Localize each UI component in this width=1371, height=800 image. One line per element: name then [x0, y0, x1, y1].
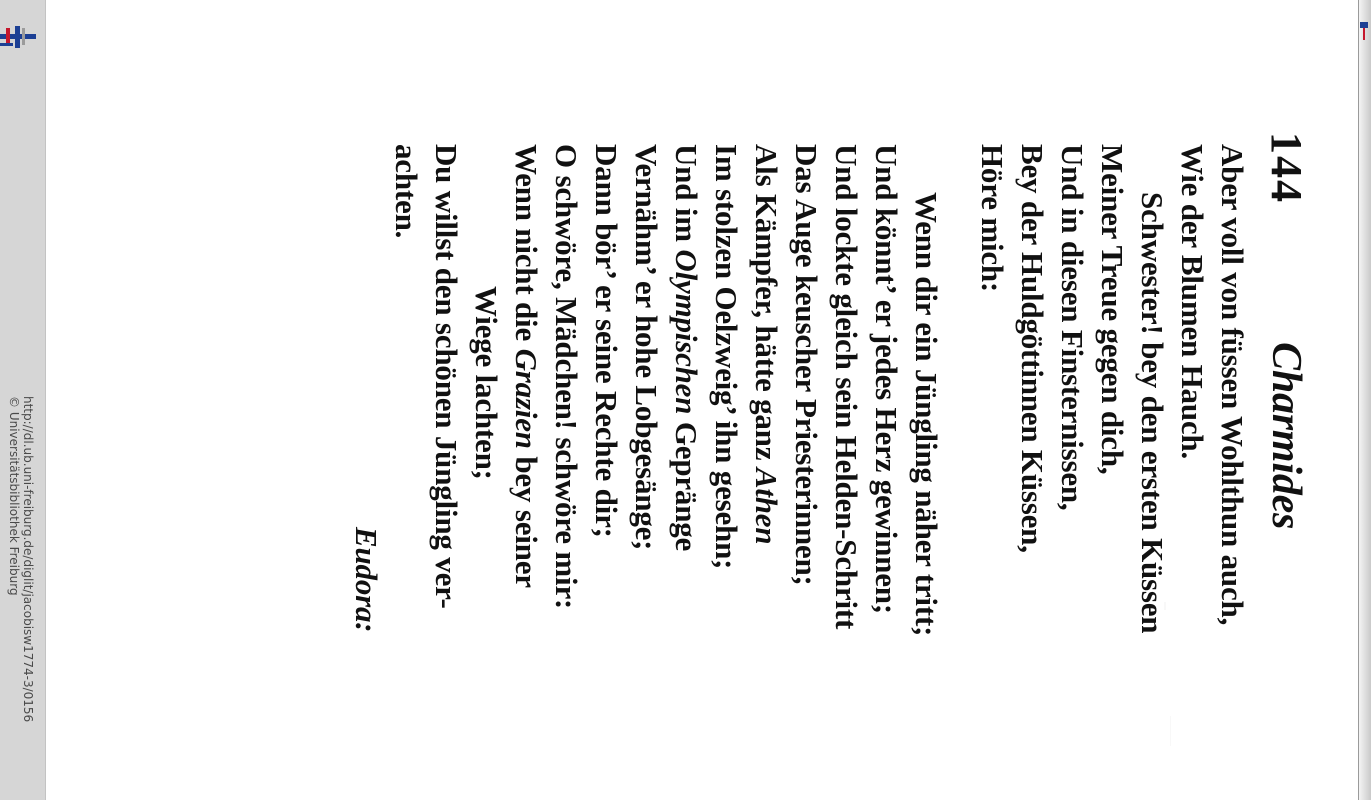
poem-line: Wie der Blumen Hauch. [1175, 144, 1210, 460]
paper-fleck [1170, 716, 1171, 746]
poem-line: Im stolzen Oelzweig’ ihn gesehn; [709, 144, 744, 570]
poem-line: Dann bör’ er seine Rechte dir; [589, 144, 624, 538]
italic-place-name: Athen [749, 467, 784, 545]
poem-line: Du willst den schönen Jüngling ver- [429, 144, 464, 609]
poem-line: Aber voll von füssen Wohlthun auch, [1215, 144, 1250, 626]
poem-line: Vernähm’ er hohe Lobgesänge; [629, 144, 664, 551]
poem-line: Und lockte gleich sein Helden-Schritt [829, 144, 864, 630]
italic-festival-name: Olympischen [669, 249, 704, 415]
stanza-gap [946, 122, 972, 712]
poem-line-segment: Und im [669, 144, 704, 242]
poem-line: O schwöre, Mädchen! schwöre mir: [549, 144, 584, 610]
poem-line: Und in diesen Finsternissen, [1055, 144, 1090, 511]
source-watermark-text [7, 396, 35, 722]
poem-line [666, 122, 706, 712]
poem-line: Höre mich: [975, 144, 1010, 293]
poem-line [746, 122, 786, 712]
page-edge-shadow [1358, 0, 1371, 800]
page-number: 144 [1262, 132, 1311, 204]
poem-line: Schwester! bey den ersten Küssen [1135, 192, 1170, 634]
poem-line-segment: Wenn nicht die [509, 144, 544, 342]
running-title: Charmides [1263, 342, 1309, 530]
poem-line [506, 122, 546, 712]
source-url: http://dl.ub.uni-freiburg.de/diglit/jacobisw1774-3/0156 [21, 396, 35, 723]
italic-graces-name: Grazien [509, 348, 544, 449]
source-watermark [0, 396, 46, 800]
speaker-name: Eudora: [349, 527, 384, 633]
poem-line: Meiner Treue gegen dich, [1095, 144, 1130, 475]
poem-line: Und könnt’ er jedes Herz gewinnen; [869, 144, 904, 614]
poem-line: Bey der Huldgöttinnen Küssen, [1015, 144, 1050, 553]
rotated-page-text [327, 122, 1311, 712]
poem-line: achten. [389, 144, 424, 239]
digital-library-sidebar [0, 0, 46, 800]
page-edge-marker-icon [1360, 22, 1368, 40]
poem-line-segment: Als Kämpfer, hätte ganz [749, 144, 784, 461]
page-header [1252, 122, 1311, 712]
scanned-book-page [46, 0, 1358, 800]
copyright-notice: © Universitätsbibliothek Freiburg [7, 396, 21, 596]
poem-line: Wiege lachten; [469, 286, 504, 480]
poem-line: Wenn dir ein Jüngling näher tritt; [909, 192, 944, 637]
poem-line-segment: bey seiner [509, 456, 544, 588]
poem-line: Das Auge keuscher Priesterinnen; [789, 144, 824, 586]
university-library-logo-icon [0, 26, 38, 48]
poem-line-segment: Gepränge [669, 421, 704, 552]
